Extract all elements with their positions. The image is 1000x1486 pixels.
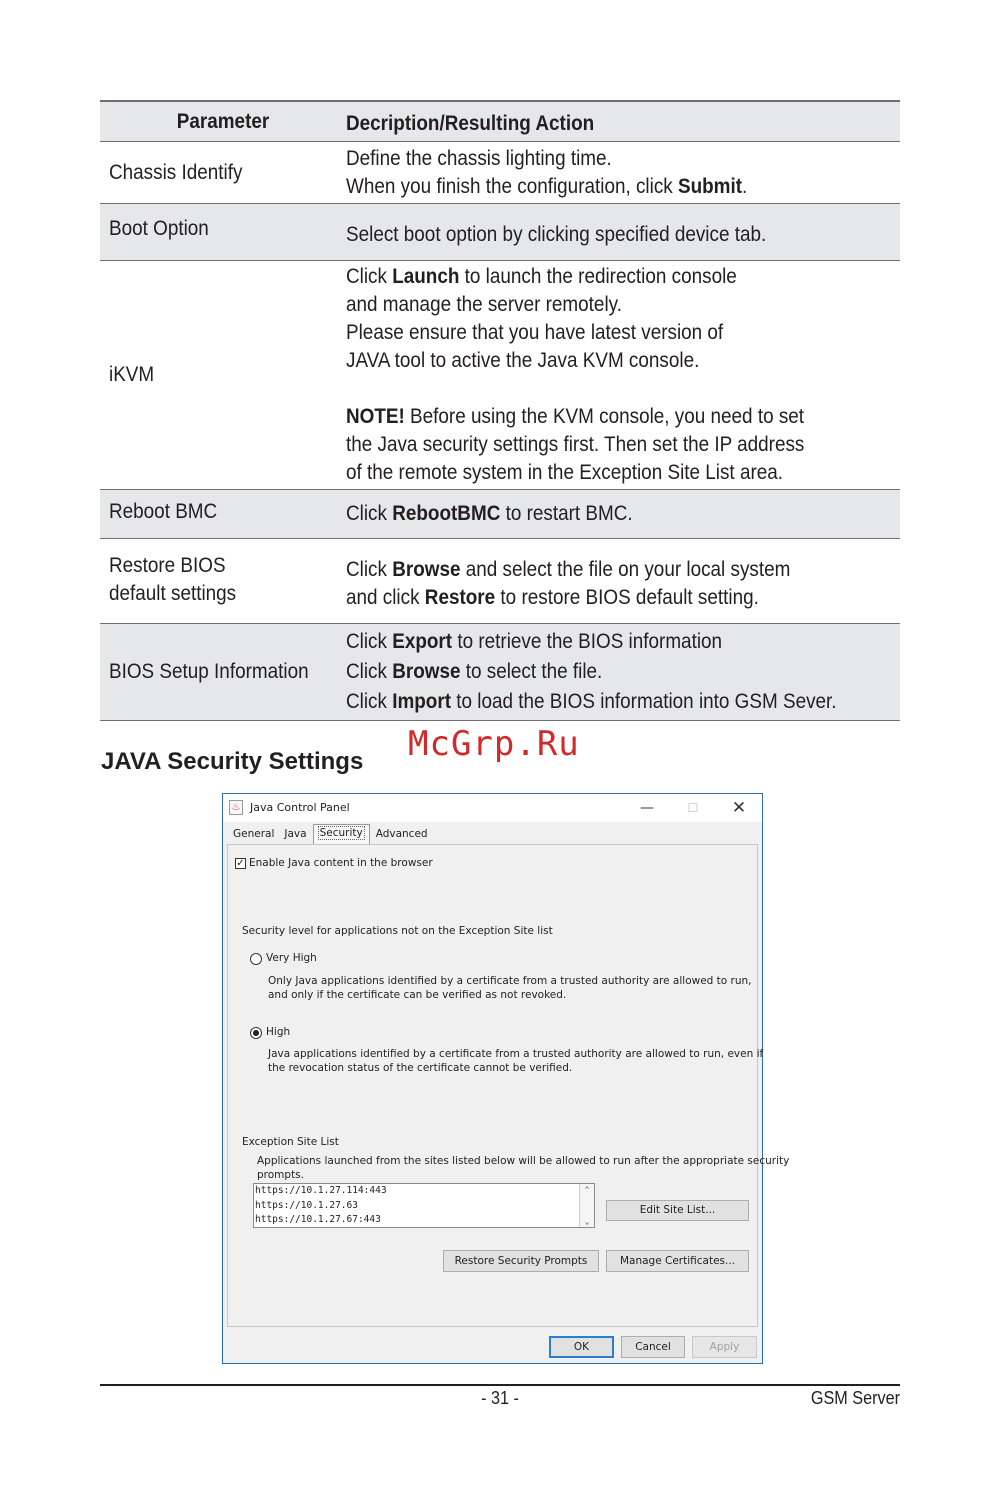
parameter-table (100, 100, 900, 721)
desc-cell (346, 221, 845, 249)
tab-security[interactable] (313, 824, 370, 844)
exception-desc: prompts. (257, 1169, 304, 1181)
list-item[interactable]: https://10.1.27.67:443 (255, 1214, 381, 1225)
listbox-scrollbar[interactable] (579, 1184, 594, 1227)
param-line: default settings (109, 582, 237, 605)
desc-line: Please ensure that you have latest version of (346, 321, 724, 344)
table-row (100, 204, 900, 261)
desc-line: Click Export to retrieve the BIOS information (346, 630, 723, 653)
table-row (100, 539, 900, 624)
note-line: NOTE! Before using the KVM console, you need to set (346, 405, 805, 428)
tab-general[interactable]: General (233, 828, 275, 840)
security-level-label: Security level for applications not on the Exception Site list (242, 925, 553, 937)
param-cell: BIOS Setup Information (109, 660, 309, 683)
edit-site-list-button[interactable]: Edit Site List... (606, 1200, 749, 1221)
desc-line: Click Launch to launch the redirection console (346, 265, 737, 288)
high-label: High (266, 1026, 291, 1038)
desc-line: Select boot option by clicking specified device tab. (346, 223, 767, 246)
high-radio[interactable] (250, 1027, 262, 1039)
footer-brand: GSM Server (810, 1388, 900, 1408)
close-button[interactable]: ✕ (731, 798, 747, 818)
desc-line: the Java security settings first. Then set the IP address (346, 433, 805, 456)
restore-security-prompts-button[interactable]: Restore Security Prompts (443, 1250, 599, 1272)
ok-button[interactable]: OK (549, 1336, 614, 1358)
watermark: McGrp.Ru (408, 724, 580, 764)
desc-line: Click Browse to select the file. (346, 660, 603, 683)
desc-cell (346, 145, 845, 201)
very-high-desc: Only Java applications identified by a certificate from a trusted authority are allowed to run, (268, 975, 752, 987)
desc-line: JAVA tool to active the Java KVM console. (346, 349, 700, 372)
footer-divider (100, 1384, 900, 1386)
desc-line: Click Browse and select the file on your local system (346, 558, 791, 581)
cancel-button[interactable]: Cancel (621, 1336, 685, 1358)
exception-site-listbox[interactable] (253, 1183, 595, 1228)
desc-cell (346, 627, 845, 717)
param-line: Restore BIOS (109, 554, 226, 577)
enable-java-checkbox-row[interactable] (235, 857, 433, 869)
very-high-radio[interactable] (250, 953, 262, 965)
table-row (100, 490, 900, 539)
chevron-down-icon[interactable]: ⌄ (584, 1217, 590, 1226)
chevron-up-icon[interactable]: ⌃ (584, 1185, 590, 1194)
desc-cell (346, 500, 845, 528)
page-number: - 31 - (481, 1388, 519, 1408)
tab-bar (229, 826, 434, 844)
tab-advanced[interactable]: Advanced (375, 828, 428, 840)
table-row (100, 142, 900, 204)
high-desc: Java applications identified by a certificate from a trusted authority are allowed to run, even if (268, 1048, 764, 1060)
param-cell (100, 552, 321, 608)
desc-line: Click RebootBMC to restart BMC. (346, 502, 633, 525)
table-row (100, 261, 900, 490)
maximize-button[interactable]: ☐ (687, 801, 699, 815)
window-title: Java Control Panel (250, 801, 350, 814)
desc-line: of the remote system in the Exception Site List area. (346, 461, 784, 484)
manage-certificates-button[interactable]: Manage Certificates... (606, 1250, 749, 1272)
very-high-label: Very High (266, 952, 317, 964)
param-cell: Boot Option (109, 217, 209, 240)
desc-line: and click Restore to restore BIOS default setting. (346, 586, 759, 609)
param-cell: Reboot BMC (109, 500, 218, 523)
list-item[interactable]: https://10.1.27.114:443 (255, 1185, 387, 1196)
title-bar (223, 794, 762, 822)
apply-button[interactable]: Apply (692, 1336, 757, 1358)
section-title: JAVA Security Settings (101, 748, 364, 775)
desc-line: When you finish the configuration, click Submit. (346, 174, 748, 198)
minimize-button[interactable]: — (640, 800, 654, 816)
java-control-panel-window (222, 793, 790, 1364)
radio-selected-dot (253, 1030, 259, 1036)
param-cell: iKVM (109, 363, 155, 386)
enable-java-checkbox[interactable]: ✓ (236, 857, 245, 869)
param-cell: Chassis Identify (109, 160, 243, 184)
header-parameter: Parameter (176, 109, 270, 133)
java-icon: ♨ (229, 800, 243, 815)
desc-cell (346, 263, 845, 487)
table-row (100, 624, 900, 721)
desc-cell (346, 556, 845, 612)
header-description: Decription/Resulting Action (346, 111, 595, 135)
desc-line: Click Import to load the BIOS information into GSM Sever. (346, 690, 837, 713)
high-desc: the revocation status of the certificate cannot be verified. (268, 1062, 573, 1074)
exception-desc: Applications launched from the sites listed below will be allowed to run after the appropriate security (257, 1155, 790, 1167)
list-item[interactable]: https://10.1.27.63 (255, 1199, 358, 1211)
exception-site-list-label: Exception Site List (242, 1136, 339, 1148)
enable-java-label: Enable Java content in the browser (249, 857, 433, 869)
tab-java[interactable]: Java (284, 828, 307, 840)
desc-line: and manage the server remotely. (346, 293, 622, 316)
desc-line: Define the chassis lighting time. (346, 146, 612, 170)
table-header-row (100, 102, 900, 142)
very-high-desc: and only if the certificate can be verified as not revoked. (268, 989, 567, 1001)
tab-security-label: Security (319, 827, 363, 839)
